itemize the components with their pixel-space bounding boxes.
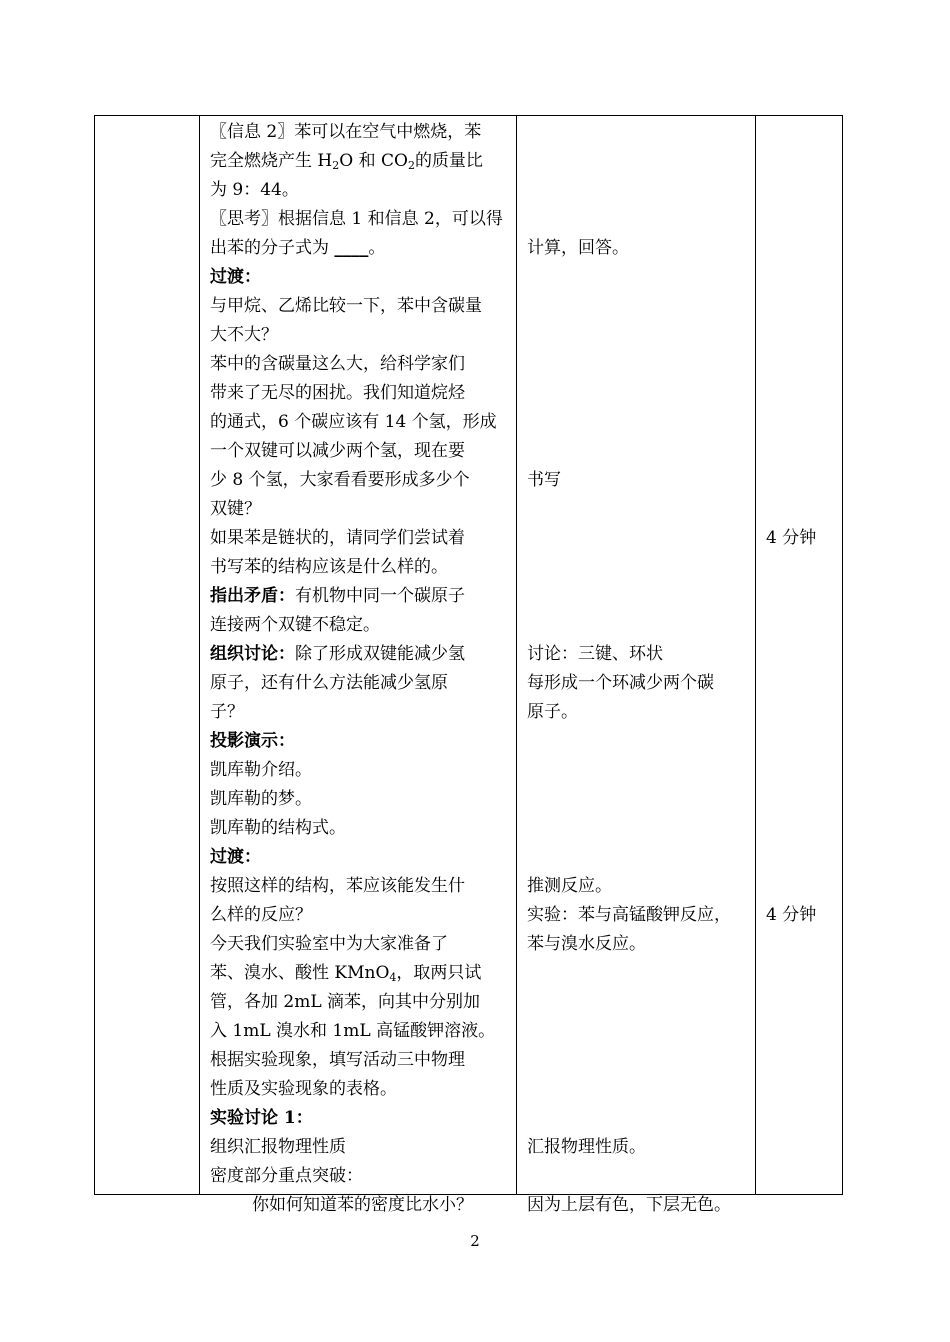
table-row (95, 116, 843, 1195)
paragraph-line: 书写苯的结构应该是什么样的。 (210, 557, 448, 577)
paragraph-line: 双键？ (210, 499, 261, 519)
time-label: 4 分钟 (766, 905, 817, 925)
student-line: 因为上层有色，下层无色。 (527, 1195, 731, 1215)
experiment-heading: 实验讨论 1： (210, 1108, 313, 1128)
paragraph-line: 一个双键可以减少两个氢，现在要 (210, 441, 465, 461)
student-line: 计算，回答。 (527, 238, 629, 258)
paragraph-line: 苯中的含碳量这么大，给科学家们 (210, 354, 465, 374)
time-cell (756, 116, 843, 1195)
info2-line-3: 为 9：44。 (210, 180, 299, 200)
transition-heading: 过渡： (210, 267, 261, 287)
student-line: 苯与溴水反应。 (527, 934, 646, 954)
paragraph-line: 根据实验现象，填写活动三中物理 (210, 1050, 465, 1070)
student-line: 讨论：三键、环状 (527, 644, 663, 664)
paragraph-line: 连接两个双键不稳定。 (210, 615, 380, 635)
paragraph-line: 带来了无尽的困扰。我们知道烷烃 (210, 383, 465, 403)
paragraph-line: 少 8 个氢，大家看看要形成多少个 (210, 470, 470, 490)
student-line: 推测反应。 (527, 876, 612, 896)
answer-blank: ____ (334, 238, 369, 258)
transition-heading: 过渡： (210, 847, 261, 867)
info2-line-2: 完全燃烧产生 $H_2O$ 和 $CO_2$的质量比 (210, 151, 483, 172)
time-label: 4 分钟 (766, 528, 817, 548)
paragraph-line: 你如何知道苯的密度比水小？ (252, 1195, 473, 1215)
paragraph-line: 凯库勒的梦。 (210, 789, 312, 809)
paragraph-line: 苯、溴水、酸性 KMnO$_4$，取两只试 (210, 963, 482, 984)
student-line: 每形成一个环减少两个碳 (527, 673, 714, 693)
projection-heading: 投影演示： (210, 731, 295, 751)
info2-line-1: 〖信息 2〗苯可以在空气中燃烧，苯 (210, 122, 482, 142)
transition-line: 大不大？ (210, 325, 278, 345)
lesson-plan-table (94, 115, 843, 1215)
teacher-activity-cell (200, 116, 517, 1215)
paragraph-line: 凯库勒介绍。 (210, 760, 312, 780)
student-line: 原子。 (527, 702, 578, 722)
think-line-1: 〖思考〗根据信息 1 和信息 2，可以得 (210, 209, 503, 229)
student-line: 汇报物理性质。 (527, 1137, 646, 1157)
paragraph-line: 么样的反应？ (210, 905, 312, 925)
paragraph-line: 的通式，6 个碳应该有 14 个氢，形成 (210, 412, 497, 432)
paragraph-line: 如果苯是链状的，请同学们尝试着 (210, 528, 465, 548)
paragraph-line: 子？ (210, 702, 244, 722)
student-line: 实验：苯与高锰酸钾反应， (527, 905, 731, 925)
paragraph-line: 按照这样的结构，苯应该能发生什 (210, 876, 465, 896)
contradiction-line: 指出矛盾：有机物中同一个碳原子 (210, 586, 465, 606)
paragraph-line: 凯库勒的结构式。 (210, 818, 346, 838)
paragraph-line: 原子，还有什么方法能减少氢原 (210, 673, 448, 693)
page-number: 2 (470, 1232, 480, 1250)
student-activity-cell (517, 116, 756, 1215)
paragraph-line: 性质及实验现象的表格。 (210, 1079, 397, 1099)
paragraph-line: 密度部分重点突破： (210, 1166, 363, 1186)
stage-cell (95, 116, 200, 1195)
paragraph-line: 今天我们实验室中为大家准备了 (210, 934, 448, 954)
paragraph-line: 组织汇报物理性质 (210, 1137, 346, 1157)
transition-line: 与甲烷、乙烯比较一下，苯中含碳量 (210, 296, 482, 316)
discussion-line: 组织讨论：除了形成双键能减少氢 (210, 644, 465, 664)
paragraph-line: 入 1mL 溴水和 1mL 高锰酸钾溶液。 (210, 1021, 496, 1041)
think-line-2: 出苯的分子式为 ____。 (210, 238, 386, 258)
paragraph-line: 管，各加 2mL 滴苯，向其中分别加 (210, 992, 481, 1012)
student-line: 书写 (527, 470, 561, 490)
